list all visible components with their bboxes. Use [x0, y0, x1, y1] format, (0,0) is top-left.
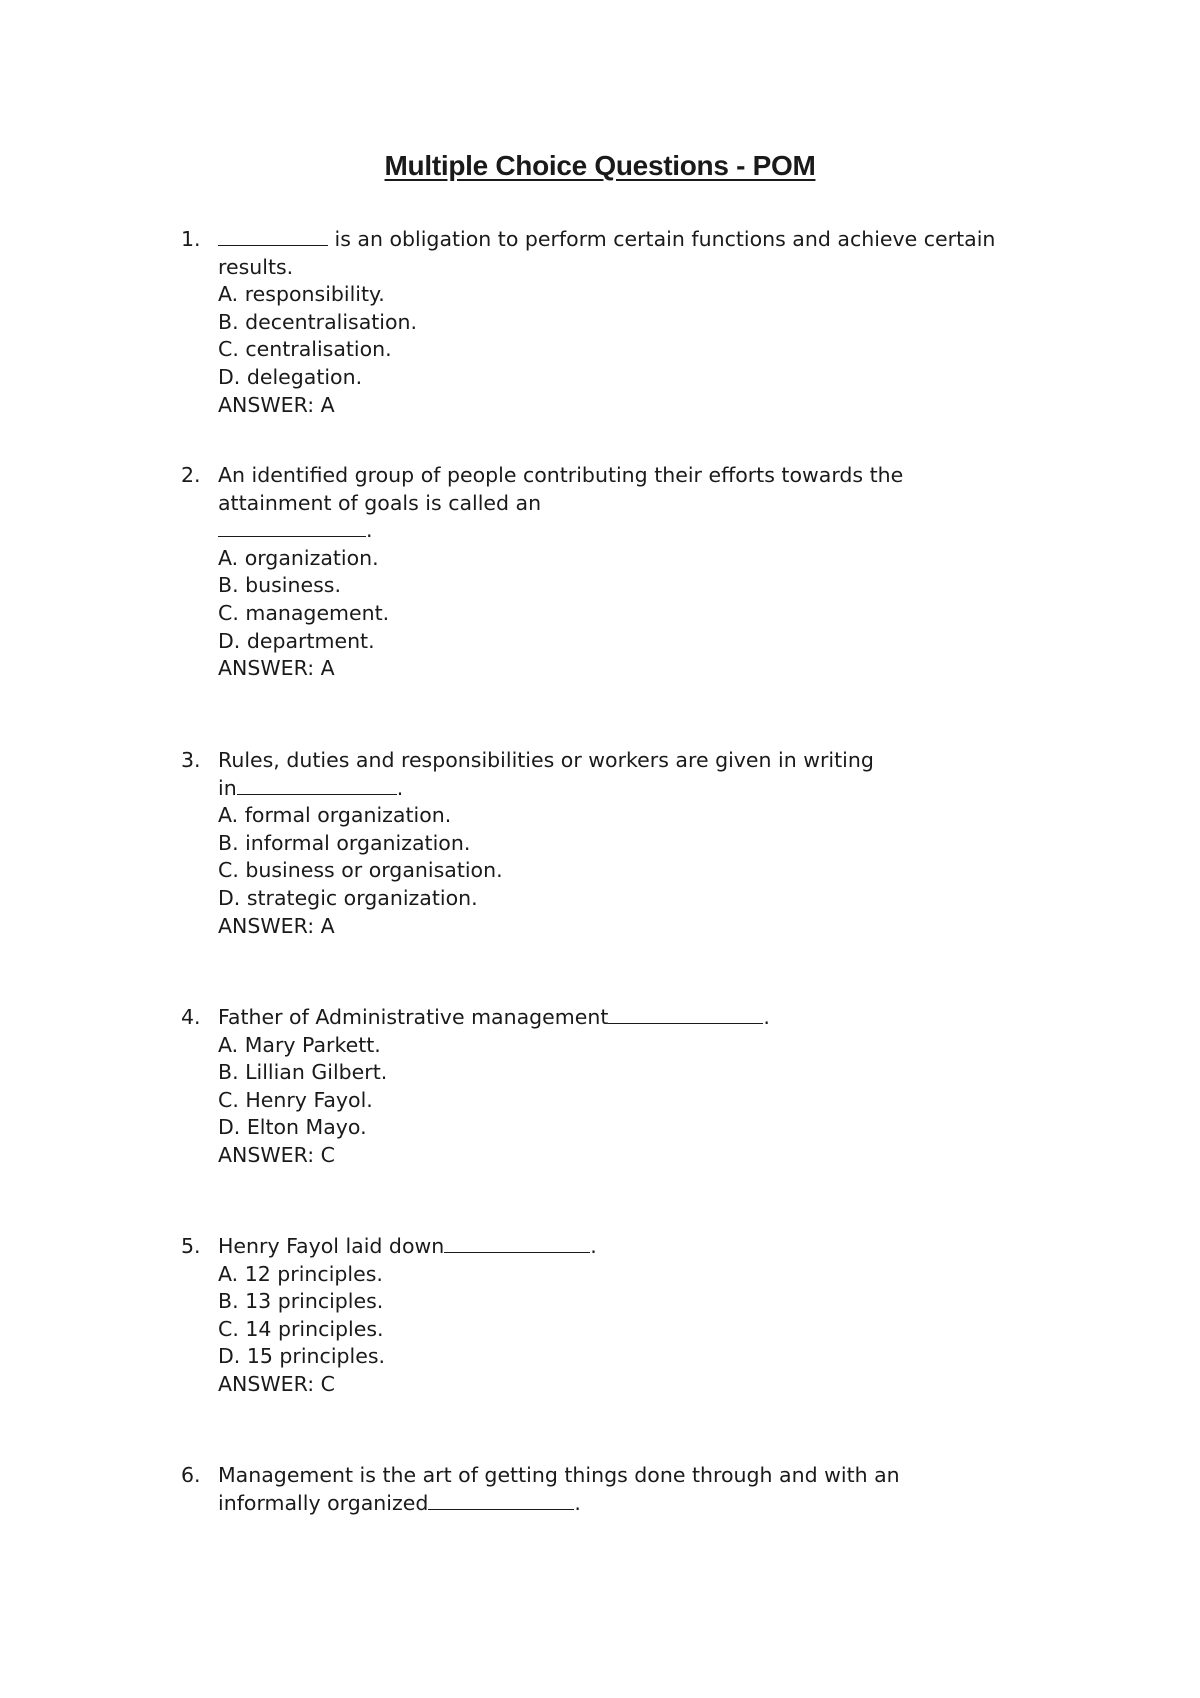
option-a: A. organization.: [218, 545, 379, 570]
question-5: [181, 1233, 1081, 1399]
question-body: [218, 1004, 1081, 1170]
answer-blank: [218, 227, 328, 246]
option-a: A. formal organization.: [218, 803, 452, 828]
option-c: C. 14 principles.: [218, 1316, 384, 1341]
question-stem: Henry Fayol laid down .: [218, 1234, 597, 1258]
question-stem: Management is the art of getting things done through and with an: [218, 1463, 900, 1487]
option-b: B. informal organization.: [218, 830, 471, 855]
option-c: C. management.: [218, 600, 390, 625]
question-body: [218, 462, 1081, 683]
answer-blank: [218, 518, 366, 537]
answer-blank: [237, 776, 397, 795]
option-d: D. department.: [218, 628, 375, 653]
question-number: 1.: [181, 227, 201, 251]
option-b: B. business.: [218, 573, 341, 598]
question-stem: is an obligation to perform certain functions and achieve certain: [218, 226, 1081, 254]
question-stem: Father of Administrative management .: [218, 1005, 770, 1029]
answer-blank: [608, 1005, 763, 1024]
question-stem-continued: in .: [218, 775, 404, 800]
question-stem-continued: attainment of goals is called an: [218, 490, 542, 515]
question-stem-continued: results.: [218, 254, 294, 279]
option-d: D. strategic organization.: [218, 885, 478, 910]
question-stem-continued: informally organized .: [218, 1490, 581, 1515]
answer-text: ANSWER: A: [218, 392, 335, 417]
answer-text: ANSWER: A: [218, 913, 335, 938]
answer-blank: [428, 1491, 574, 1510]
answer-blank: [444, 1234, 590, 1253]
option-b: B. decentralisation.: [218, 309, 418, 334]
question-number: 4.: [181, 1005, 201, 1029]
option-d: D. delegation.: [218, 364, 363, 389]
question-6: [181, 1462, 1081, 1517]
answer-text: ANSWER: C: [218, 1142, 335, 1167]
question-number: 6.: [181, 1463, 201, 1487]
option-c: C. Henry Fayol.: [218, 1087, 373, 1112]
question-stem: Rules, duties and responsibilities or workers are given in writing: [218, 748, 874, 772]
option-d: D. 15 principles.: [218, 1344, 386, 1369]
question-stem: An identified group of people contributing their efforts towards the: [218, 463, 904, 487]
question-1: [181, 226, 1081, 419]
question-number: 5.: [181, 1234, 201, 1258]
question-4: [181, 1004, 1081, 1170]
question-stem-continued: .: [218, 517, 1081, 545]
answer-text: ANSWER: A: [218, 656, 335, 681]
option-b: B. 13 principles.: [218, 1289, 384, 1314]
option-a: A. responsibility.: [218, 282, 385, 307]
option-d: D. Elton Mayo.: [218, 1115, 367, 1140]
question-2: [181, 462, 1081, 683]
option-c: C. centralisation.: [218, 337, 392, 362]
question-body: [218, 1462, 1081, 1517]
question-number: 2.: [181, 463, 201, 487]
page-title: Multiple Choice Questions - POM: [384, 150, 816, 181]
question-3: [181, 747, 1081, 940]
option-b: B. Lillian Gilbert.: [218, 1060, 388, 1085]
option-c: C. business or organisation.: [218, 858, 503, 883]
question-body: [218, 747, 1081, 940]
question-body: [218, 1233, 1081, 1399]
question-body: [218, 226, 1081, 419]
answer-text: ANSWER: C: [218, 1371, 335, 1396]
option-a: A. 12 principles.: [218, 1261, 383, 1286]
option-a: A. Mary Parkett.: [218, 1032, 381, 1057]
question-number: 3.: [181, 748, 201, 772]
